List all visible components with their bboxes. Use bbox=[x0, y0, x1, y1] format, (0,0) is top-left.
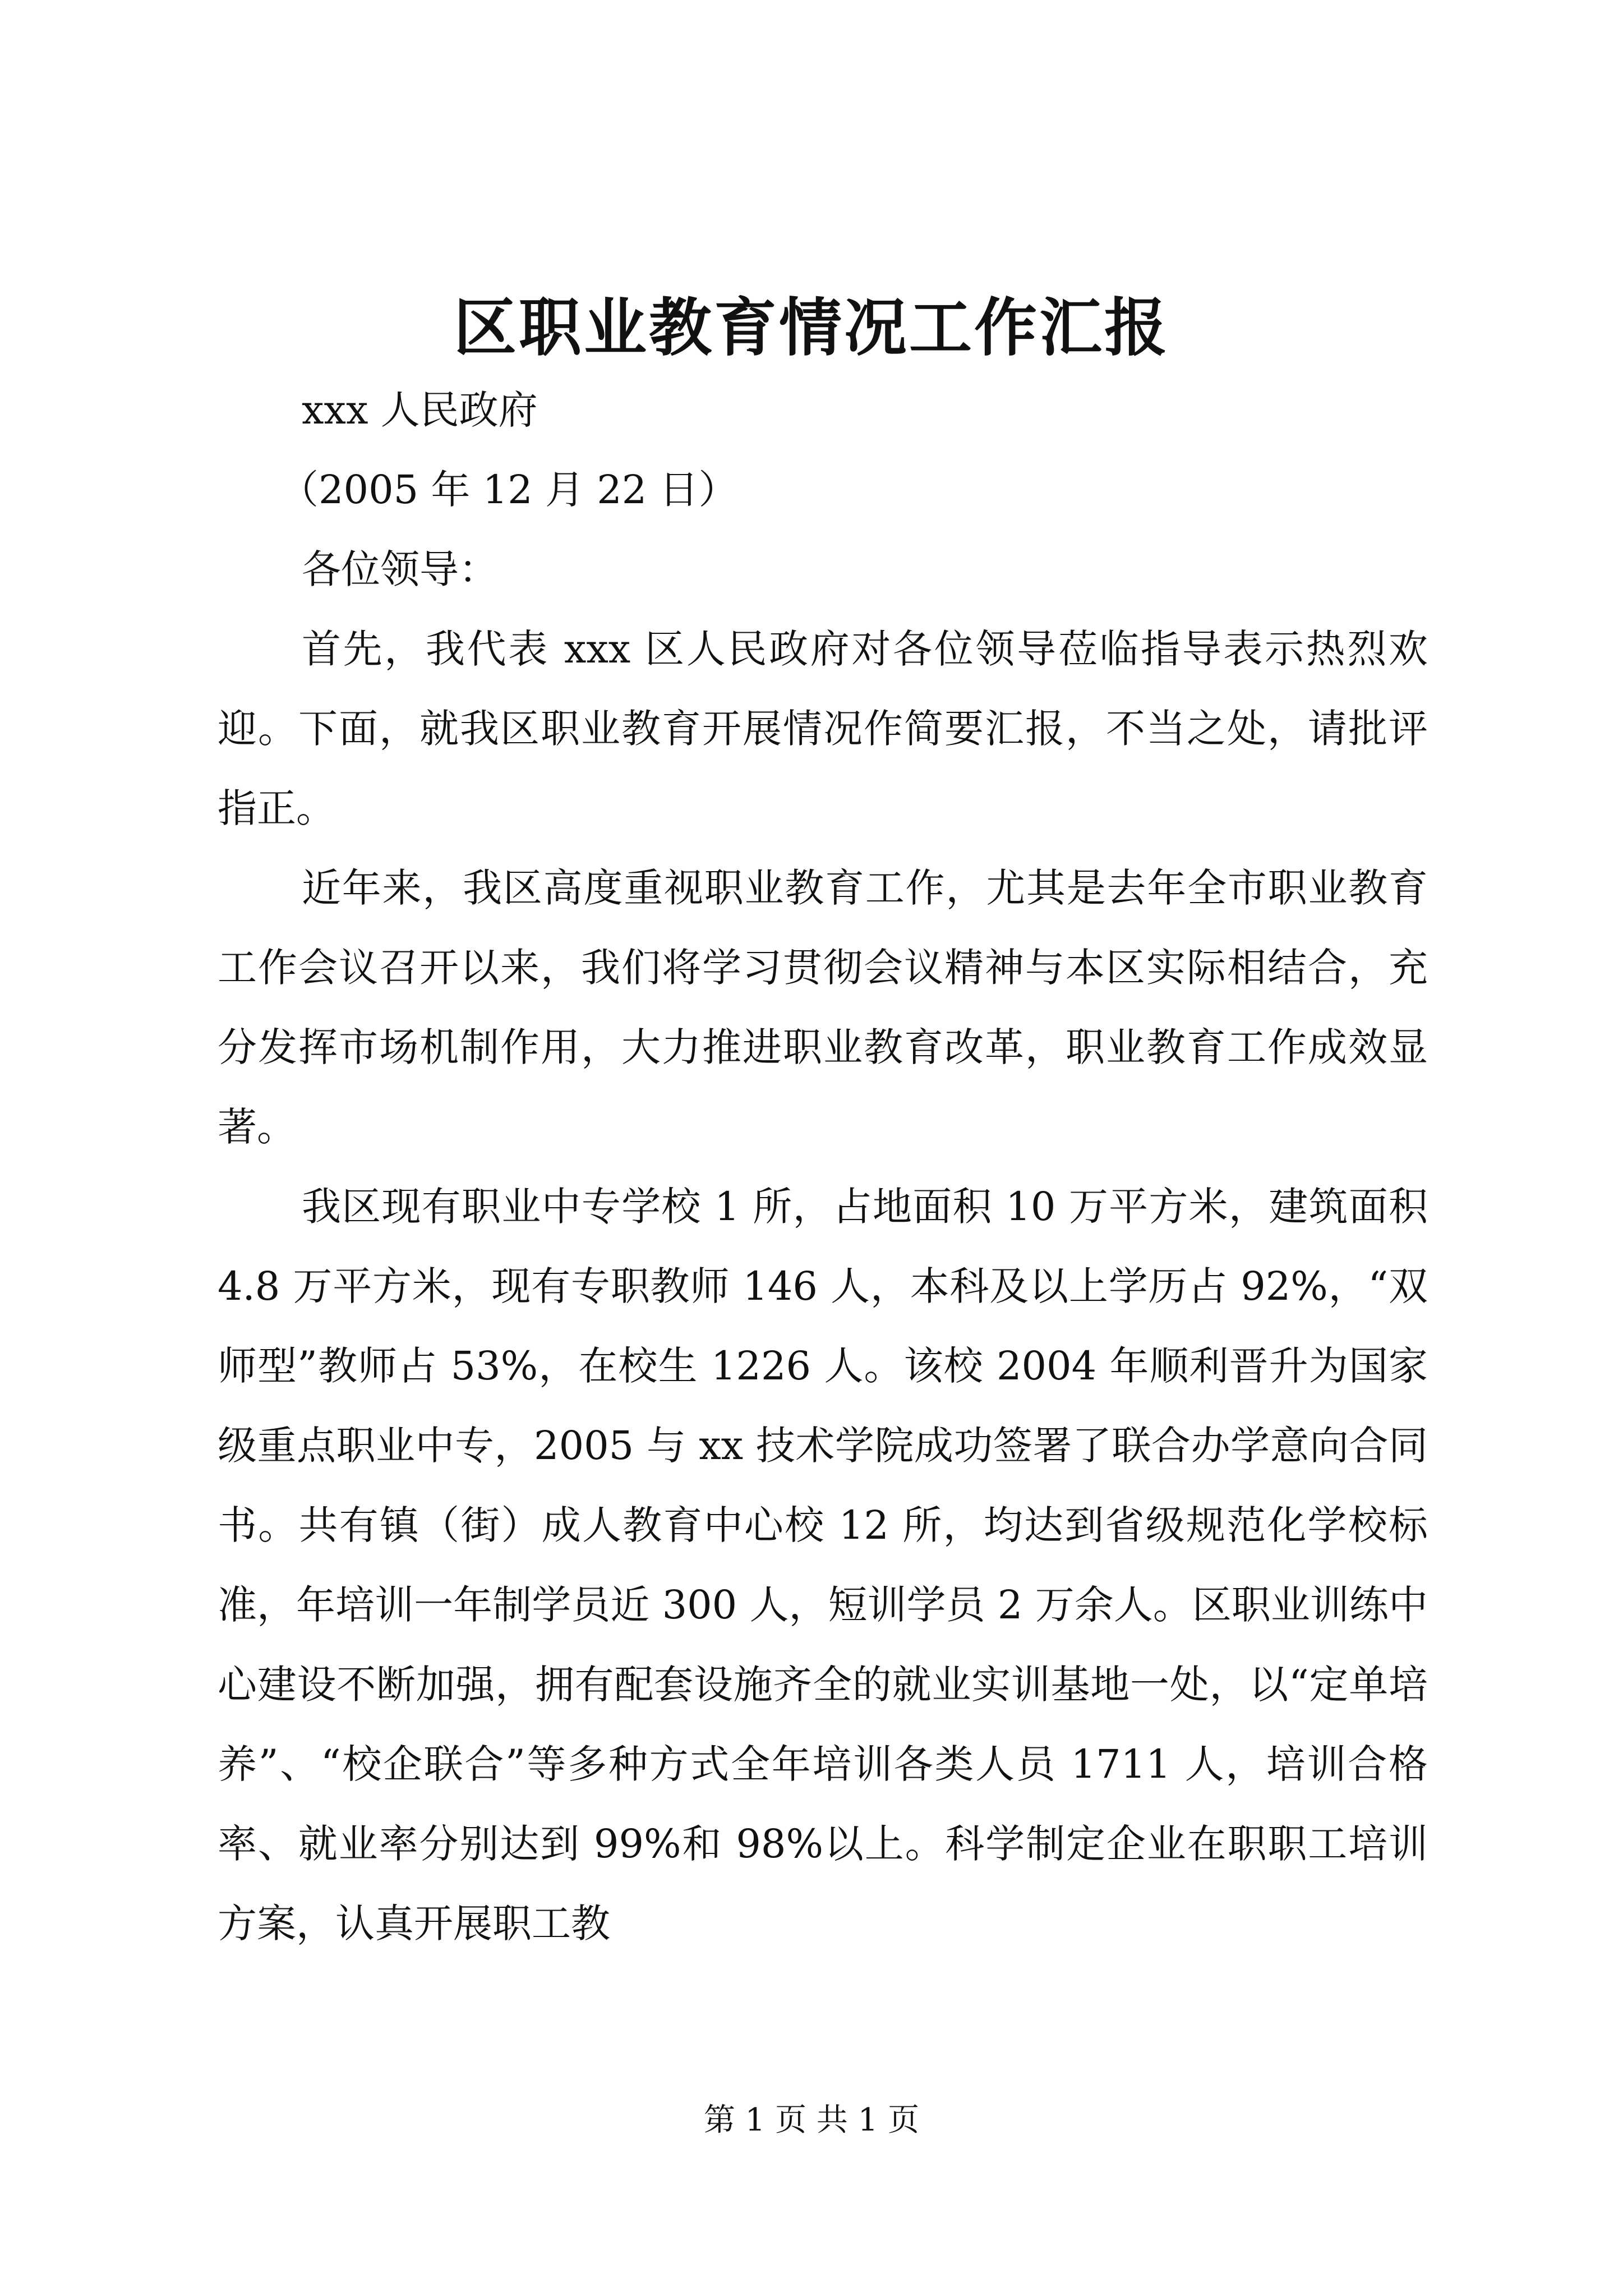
paragraph-schools: 我区现有职业中专学校 1 所，占地面积 10 万平方米，建筑面积 4.8 万平方米，现有专职教师 146 人，本科及以上学历占 92%，“双师型”教师占 53%，在校生 1226 人。该校 2004 年顺利晋升为国家级重点职业中专，2005 与 xx 技术学院成功签署了联合办学意向合同书。共有镇（街）成人教育中心校 12 所，均达到省级规范化学校标准，年培训一年制学员近 300 人，短训学员 2 万余人。区职业训练中心建设不断加强，拥有配套设施齐全的就业实训基地一处，以“定单培养”、“校企联合”等多种方式全年培训各类人员 1711 人，培训合格率、就业率分别达到 99%和 98%以上。科学制定企业在职职工培训方案，认真开展职工教 bbox=[218, 1184, 1428, 1947]
paragraph-overview: 近年来，我区高度重视职业教育工作，尤其是去年全市职业教育工作会议召开以来，我们将学习贯彻会议精神与本区实际相结合，充分发挥市场机制作用，大力推进职业教育改革，职业教育工作成效显著。 bbox=[218, 865, 1428, 1150]
date-line: （2005 年 12 月 22 日） bbox=[279, 467, 738, 513]
author-line: xxx 人民政府 bbox=[302, 387, 538, 433]
document-title: 区职业教育情况工作汇报 bbox=[454, 291, 1169, 365]
salutation: 各位领导： bbox=[302, 546, 498, 592]
page-footer: 第 1 页 共 1 页 bbox=[703, 2102, 920, 2138]
document-body bbox=[218, 370, 1428, 1963]
paragraph-intro: 首先，我代表 xxx 区人民政府对各位领导莅临指导表示热烈欢迎。下面，就我区职业教育开展情况作简要汇报，不当之处，请批评指正。 bbox=[218, 626, 1428, 831]
